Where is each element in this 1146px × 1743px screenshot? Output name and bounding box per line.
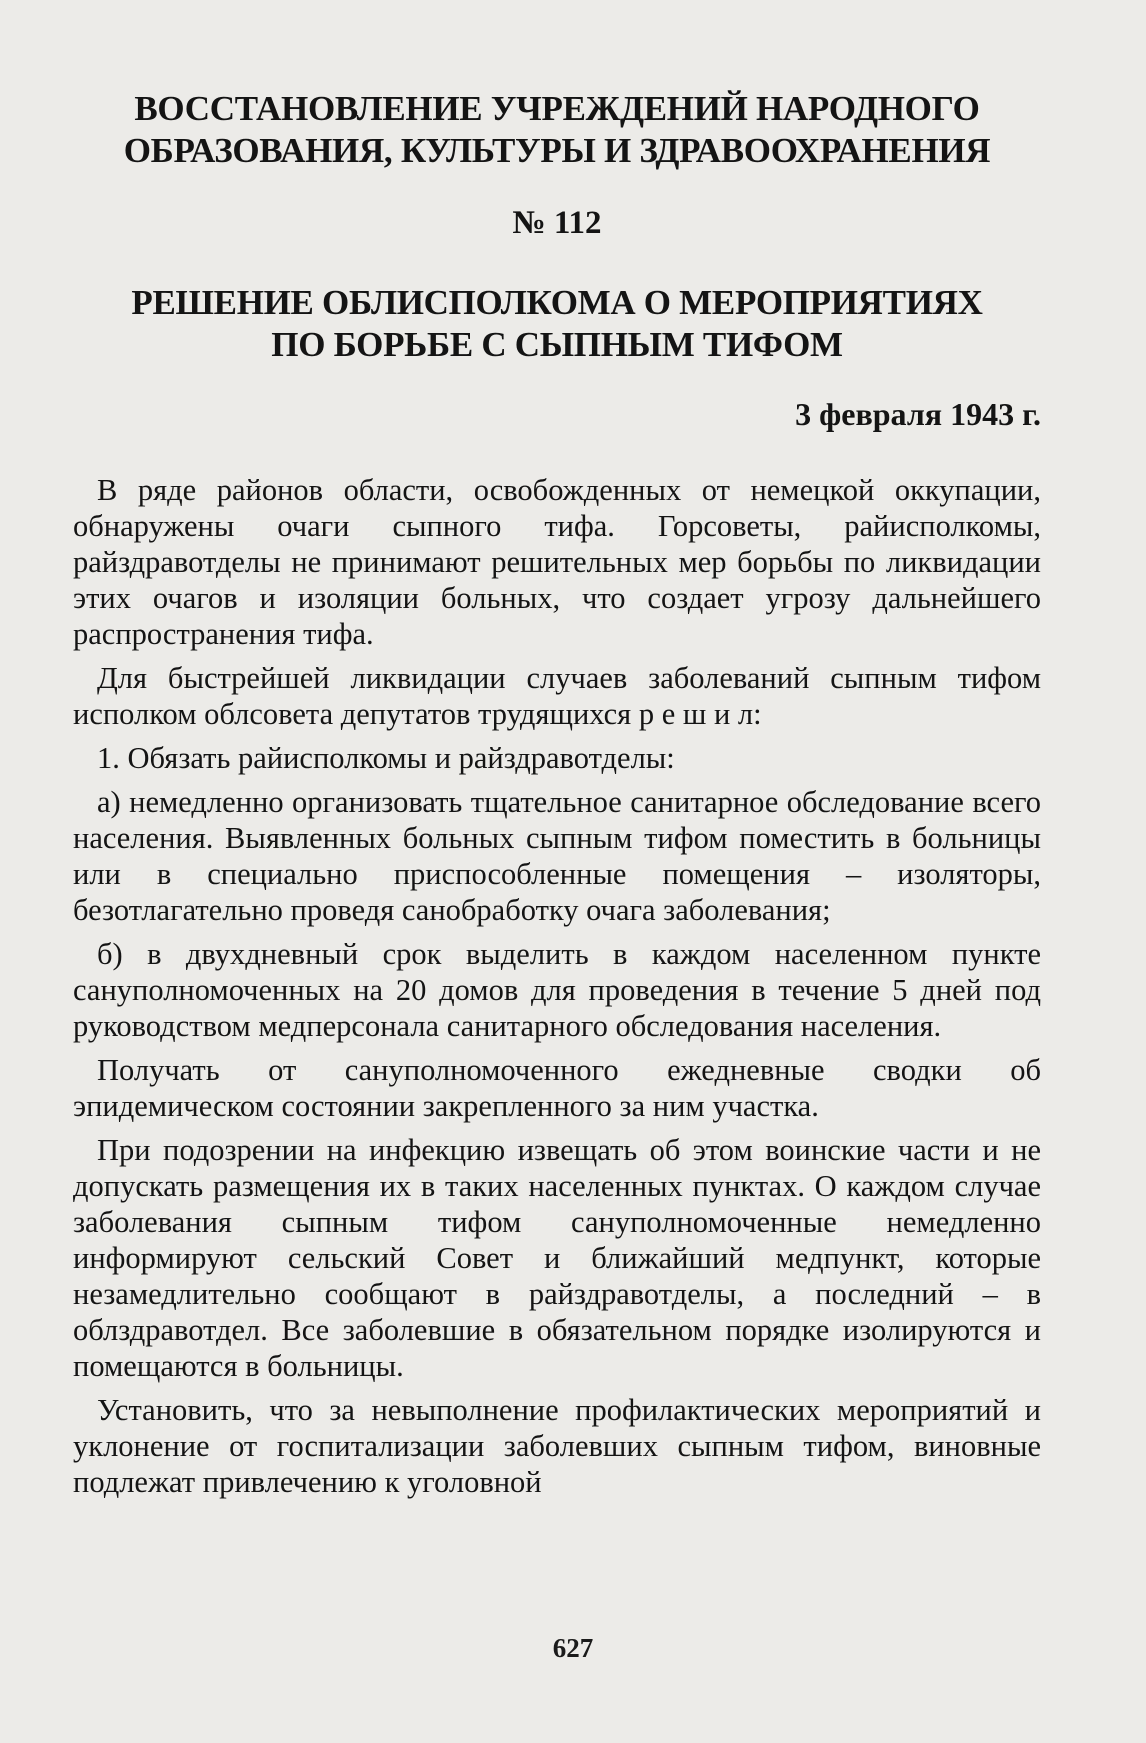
document-title (73, 282, 1041, 366)
paragraph-1: В ряде районов области, освобожденных от немецкой оккупации, обнаружены очаги сыпного тифа. Горсоветы, райисполкомы, райздравотделы не принимают решительных мер борьбы по ликвидации этих очагов и изоляции больных, что создает угрозу дальнейшего распространения тифа. (73, 473, 1041, 651)
paragraph-7: При подозрении на инфекцию извещать об этом воинские части и не допускать размещения их в таких населенных пунктах. О каждом случае заболевания сыпным тифом сануполномоченные немедленно информируют сельский Совет и ближайший медпункт, которые незамедлительно сообщают в райздравотделы, а последний – в облздравотдел. Все заболевшие в обязательном порядке изолируются и помещаются в больницы. (73, 1133, 1041, 1383)
paragraph-3: 1. Обязать райисполкомы и райздравотделы: (97, 741, 675, 775)
document-body (73, 472, 1041, 1500)
paragraph-5: б) в двухдневный срок выделить в каждом населенном пункте сануполномоченных на 20 домов для проведения в течение 5 дней под руководством медперсонала санитарного обследования населения. (73, 937, 1041, 1043)
paragraph-6: Получать от сануполномоченного ежедневные сводки об эпидемическом состоянии закрепленного за ним участка. (73, 1053, 1041, 1123)
paragraph-4: а) немедленно организовать тщательное санитарное обследование всего населения. Выявленных больных сыпным тифом поместить в больницы или в специально приспособленные помещения – изоляторы, безотлагательно проведя санобработку очага заболевания; (73, 785, 1041, 927)
page-number: 627 (552, 1633, 594, 1663)
document-title-line-1: РЕШЕНИЕ ОБЛИСПОЛКОМА О МЕРОПРИЯТИЯХ (131, 283, 983, 322)
section-heading (73, 88, 1041, 172)
document-title-line-2: ПО БОРЬБЕ С СЫПНЫМ ТИФОМ (271, 325, 843, 364)
paragraph-2: Для быстрейшей ликвидации случаев заболеваний сыпным тифом исполком облсовета депутатов трудящихся р е ш и л: (73, 661, 1041, 731)
document-date: 3 февраля 1943 г. (795, 396, 1041, 432)
paragraph-8: Установить, что за невыполнение профилактических мероприятий и уклонение от госпитализации заболевших сыпным тифом, виновные подлежат привлечению к уголовной (73, 1393, 1041, 1499)
section-heading-line-2: ОБРАЗОВАНИЯ, КУЛЬТУРЫ И ЗДРАВООХРАНЕНИЯ (123, 131, 991, 170)
section-heading-line-1: ВОССТАНОВЛЕНИЕ УЧРЕЖДЕНИЙ НАРОДНОГО (134, 89, 980, 128)
document-number: № 112 (512, 205, 602, 241)
text-column (73, 88, 1041, 1508)
